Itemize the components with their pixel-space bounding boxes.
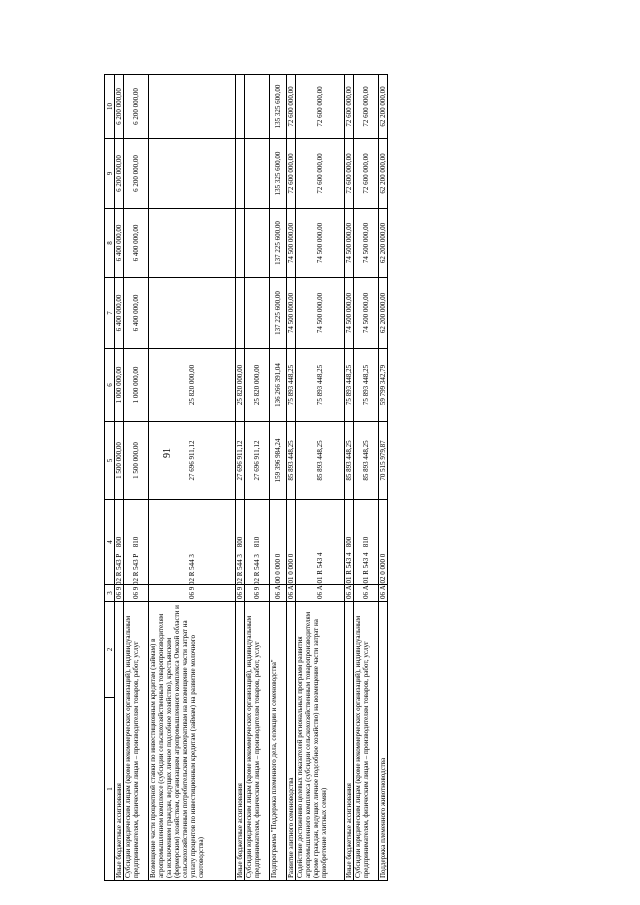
table-row (245, 75, 270, 881)
table-row (379, 75, 388, 881)
amount-col6: 75 893 448,25 (287, 349, 296, 422)
page-number: 91 (162, 448, 173, 458)
budget-table (104, 74, 388, 881)
amount-col9 (245, 139, 270, 209)
table-row (287, 75, 296, 881)
amount-col10: 72 600 000,00 (287, 75, 296, 139)
budget-code: 06 9 02 R 544 3 (236, 585, 245, 602)
expense-type-code: 800 (345, 500, 354, 585)
budget-code: 06 А 01 R 543 4 (354, 585, 379, 602)
amount-col8: 74 500 000,00 (354, 209, 379, 278)
header-cell: 9 (105, 139, 115, 209)
header-cell: 10 (105, 75, 115, 139)
row-name: Подпрограмма "Поддержка племенного дела, селекции и семеноводства" (270, 602, 287, 881)
table-row (149, 75, 236, 881)
amount-col6: 25 820 000,00 (149, 349, 236, 422)
expense-type-code: 810 (354, 500, 379, 585)
row-name: Иные бюджетные ассигнования (345, 602, 354, 881)
budget-code: 06 А 01 R 543 4 (296, 585, 345, 602)
amount-col9: 72 600 000,00 (345, 139, 354, 209)
budget-code: 06 9 02 R 544 3 (245, 585, 270, 602)
budget-code: 06 А 01 0 000 0 (287, 585, 296, 602)
expense-type-code: 810 (245, 500, 270, 585)
row-name: Поддержка племенного животноводства (379, 602, 388, 881)
amount-col7: 6 400 000,00 (124, 278, 149, 349)
amount-col6: 136 266 391,04 (270, 349, 287, 422)
header-cell: 7 (105, 278, 115, 349)
amount-col10 (149, 75, 236, 139)
budget-table-page (104, 75, 532, 881)
amount-col10: 6 200 000,00 (124, 75, 149, 139)
row-name: Возмещение части процентной ставки по инвестиционным кредитам (займам) в агропромышленном комплексе (субсидии сельскохозяйственным товаропроизводителям (за исключением граждан, ведущих личное подсобное хозяйство), крестьянским (фермерским) хозяйствам, организациям агропромышленного комплекса Омской области и сельскохозяйственным потребительским кооперативам на возмещение части затрат на уплату процентов по инвестиционным кредитам (займам) на развитие молочного скотоводства) (149, 602, 236, 881)
amount-col9: 6 200 000,00 (124, 139, 149, 209)
amount-col9 (149, 139, 236, 209)
amount-col10 (245, 75, 270, 139)
amount-col10: 62 200 000,00 (379, 75, 388, 139)
amount-col8: 62 200 000,00 (379, 209, 388, 278)
amount-col9: 72 600 000,00 (296, 139, 345, 209)
amount-col5: 85 893 448,25 (287, 422, 296, 500)
budget-code: 06 А 00 0 000 0 (270, 585, 287, 602)
budget-code: 06 9 02 R 543 P (124, 585, 149, 602)
amount-col6: 75 893 448,25 (345, 349, 354, 422)
amount-col5: 85 893 448,25 (345, 422, 354, 500)
row-name: Содействие достижению целевых показателей региональных программ развития агропромышленного комплекса (субсидии сельскохозяйственным товаропроизводителям (кроме граждан, ведущих личное подсобное хозяйство) на возмещение части затрат на приобретение элитных семян) (296, 602, 345, 881)
amount-col5: 159 396 984,24 (270, 422, 287, 500)
amount-col8 (245, 209, 270, 278)
table-row (345, 75, 354, 881)
amount-col8: 74 500 000,00 (287, 209, 296, 278)
table-row (296, 75, 345, 881)
header-cell: 3 (105, 585, 115, 602)
amount-col8: 6 400 000,00 (124, 209, 149, 278)
amount-col6: 25 820 000,00 (245, 349, 270, 422)
amount-col8: 74 500 000,00 (345, 209, 354, 278)
amount-col5: 27 696 911,12 (236, 422, 245, 500)
expense-type-code: 810 (124, 500, 149, 585)
amount-col10: 72 600 000,00 (296, 75, 345, 139)
amount-col7: 137 225 600,00 (270, 278, 287, 349)
header-cell: 2 (105, 602, 115, 698)
amount-col10: 72 600 000,00 (354, 75, 379, 139)
amount-col7: 62 200 000,00 (379, 278, 388, 349)
table-body (115, 75, 388, 881)
amount-col6: 75 893 448,25 (354, 349, 379, 422)
header-cell: 5 (105, 422, 115, 500)
amount-col9: 6 200 000,00 (115, 139, 124, 209)
table-row (270, 75, 287, 881)
amount-col9: 135 325 600,00 (270, 139, 287, 209)
budget-code: 06 А 01 R 543 4 (345, 585, 354, 602)
amount-col8 (236, 209, 245, 278)
amount-col5: 85 893 448,25 (296, 422, 345, 500)
header-cell: 8 (105, 209, 115, 278)
amount-col6: 25 820 000,00 (236, 349, 245, 422)
amount-col9: 62 200 000,00 (379, 139, 388, 209)
table-row (124, 75, 149, 881)
amount-col8: 6 400 000,00 (115, 209, 124, 278)
row-name: Субсидии юридическим лицам (кроме некоммерческих организаций), индивидуальным предпринимателям, физическим лицам – производителям товаров, работ, услуг (245, 602, 270, 881)
amount-col5: 27 696 911,12 (149, 422, 236, 500)
table-row (115, 75, 124, 881)
amount-col10 (236, 75, 245, 139)
header-cell: 1 (105, 698, 115, 881)
expense-type-code: 800 (115, 500, 124, 585)
row-name: Иные бюджетные ассигнования (115, 602, 124, 881)
table-row (236, 75, 245, 881)
amount-col5: 1 500 000,00 (124, 422, 149, 500)
expense-type-code: 800 (236, 500, 245, 585)
table-row (354, 75, 379, 881)
amount-col10: 6 200 000,00 (115, 75, 124, 139)
amount-col7: 74 500 000,00 (287, 278, 296, 349)
amount-col7 (149, 278, 236, 349)
budget-code: 06 9 02 R 544 3 (149, 585, 236, 602)
amount-col7 (236, 278, 245, 349)
header-row (105, 75, 115, 881)
amount-col6: 1 000 000,00 (115, 349, 124, 422)
amount-col10: 135 325 600,00 (270, 75, 287, 139)
header-cell: 6 (105, 349, 115, 422)
amount-col6: 1 000 000,00 (124, 349, 149, 422)
budget-code: 06 9 02 R 543 P (115, 585, 124, 602)
amount-col7: 6 400 000,00 (115, 278, 124, 349)
budget-code: 06 А 02 0 000 0 (379, 585, 388, 602)
row-name: Иные бюджетные ассигнования (236, 602, 245, 881)
amount-col6: 75 893 448,25 (296, 349, 345, 422)
amount-col9 (236, 139, 245, 209)
amount-col6: 59 799 342,79 (379, 349, 388, 422)
amount-col8: 74 500 000,00 (296, 209, 345, 278)
amount-col5: 70 515 979,87 (379, 422, 388, 500)
row-name: Развитие элитного семеноводства (287, 602, 296, 881)
amount-col9: 72 600 000,00 (354, 139, 379, 209)
row-name: Субсидии юридическим лицам (кроме некоммерческих организаций), индивидуальным предпринимателям, физическим лицам – производителям товаров, работ, услуг (124, 602, 149, 881)
amount-col7: 74 500 000,00 (354, 278, 379, 349)
header-cell: 4 (105, 500, 115, 585)
amount-col10: 72 600 000,00 (345, 75, 354, 139)
amount-col5: 85 893 448,25 (354, 422, 379, 500)
amount-col8 (149, 209, 236, 278)
amount-col7: 74 500 000,00 (345, 278, 354, 349)
amount-col5: 1 500 000,00 (115, 422, 124, 500)
amount-col8: 137 225 600,00 (270, 209, 287, 278)
row-name: Субсидии юридическим лицам (кроме некоммерческих организаций), индивидуальным предпринимателям, физическим лицам – производителям товаров, работ, услуг (354, 602, 379, 881)
amount-col7 (245, 278, 270, 349)
amount-col9: 72 600 000,00 (287, 139, 296, 209)
amount-col5: 27 696 911,12 (245, 422, 270, 500)
amount-col7: 74 500 000,00 (296, 278, 345, 349)
